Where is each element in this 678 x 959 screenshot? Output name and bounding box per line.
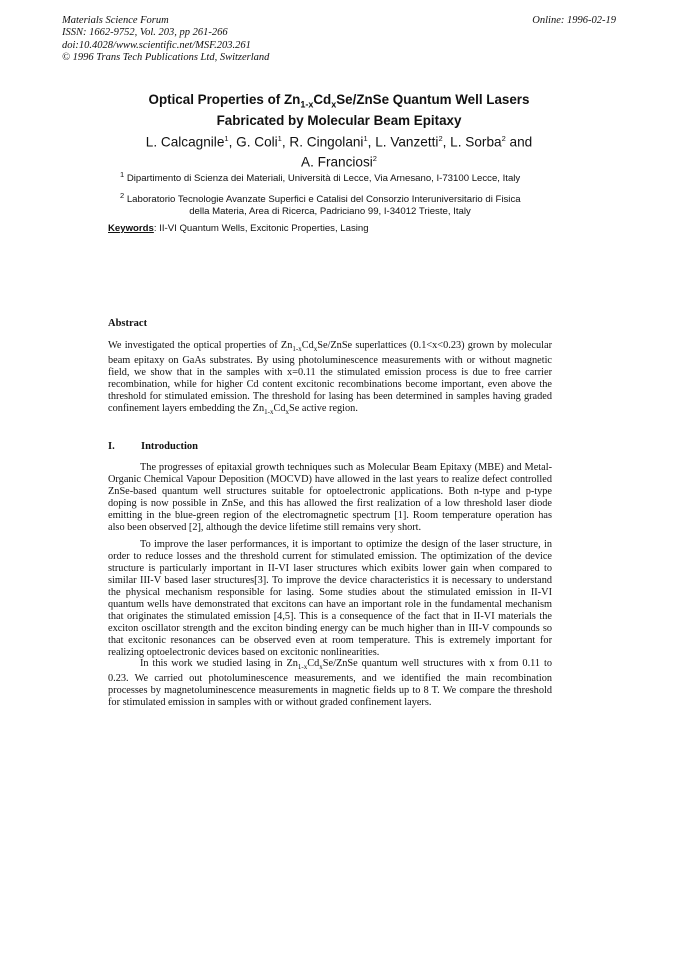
title-line-2: Fabricated by Molecular Beam Epitaxy bbox=[216, 112, 462, 128]
section-heading: Introduction bbox=[141, 441, 198, 452]
author-name: G. Coli bbox=[236, 134, 278, 150]
author-name: A. Franciosi bbox=[301, 154, 373, 170]
author-name: L. Sorba bbox=[450, 134, 502, 150]
online-date: Online: 1996-02-19 bbox=[532, 15, 616, 26]
keywords: Keywords: II-VI Quantum Wells, Excitonic Properties, Lasing bbox=[108, 223, 369, 234]
issn-line: ISSN: 1662-9752, Vol. 203, pp 261-266 bbox=[62, 27, 228, 39]
author-name: R. Cingolani bbox=[289, 134, 364, 150]
title-line-1: Optical Properties of $Zn_{1-x}Cd_xSe$/ZnSe Quantum Well Lasers bbox=[148, 92, 530, 110]
keywords-text: II-VI Quantum Wells, Excitonic Properties, Lasing bbox=[156, 223, 369, 234]
author-line-1: L. Calcagnile$^1$, G. Coli$^1$, R. Cingolani$^1$, L. Vanzetti$^2$, L. Sorba$^2$ and bbox=[145, 134, 533, 150]
keywords-label: Keywords bbox=[108, 223, 154, 234]
author-line-2: A. Franciosi$^2$ bbox=[301, 153, 377, 170]
affiliation-2: $^2$ Laboratorio Tecnologie Avanzate Superfici e Catalisi del Consorzio Interuniversitario di Fisica della Materia, Area di Ricerca, Padriciano 99, I-34012 Trieste, Italy bbox=[120, 191, 521, 218]
intro-paragraph-1: The progresses of epitaxial growth techniques such as Molecular Beam Epitaxy (MBE) and Metal-Organic Chemical Vapour Deposition (MOCVD) have allowed in the last years to realize defect controlled ZnSe-based quantum well structures suitable for optoelectronic applications. Both n-type and p-type doping is now possible in ZnSe, and this has allowed the first realization of a low threshold laser diode emitting in the blue-green region of the electromagnetic spectrum [1]. Room temperature operation has also been observed [2], although the device lifetime still remains very short. bbox=[108, 462, 552, 533]
paper-title bbox=[100, 92, 578, 129]
author-name: L. Vanzetti bbox=[375, 134, 439, 150]
doi-line: doi:10.4028/www.scientific.net/MSF.203.261 bbox=[62, 39, 251, 51]
author-list bbox=[100, 131, 578, 170]
abstract-text: We investigated the optical properties of $Zn_{1-x}Cd_xSe$/ZnSe superlattices (0.1<x<0.23) grown by molecular beam epitaxy on GaAs substrates. By using photoluminescence measurements with or without magnetic field, we show that in the samples with x=0.11 the stimulated emission process is due to free carrier recombination, while for higher Cd content excitonic recombinations become important, even above the threshold for stimulated emission. The threshold for lasing has been determined in samples having graded confinement layers embedding the $Zn_{1-x}Cd_xSe$ active region. bbox=[108, 340, 553, 417]
journal-name: Materials Science Forum bbox=[62, 15, 169, 26]
intro-paragraph-3: In this work we studied lasing in $Zn_{1-x}Cd_xSe$/ZnSe quantum well structures with x from 0.11 to 0.23. We carried out photoluminescence measurements, and we identified the main recombination processes by magnetoluminescence measurements in magnetic fields up to 8 T. We compare the threshold for stimulated emission in samples with or without graded confinement layers. bbox=[108, 658, 552, 709]
author-name: L. Calcagnile bbox=[145, 134, 225, 150]
intro-paragraph-2: To improve the laser performances, it is important to optimize the design of the laser structure, in order to reduce losses and the threshold current for stimulated emission. The optimization of the device structure is particularly important in II-VI laser structures which exibits lower gain when compared to similar III-V based laser structures[3]. To improve the device characteristics it is necessary to understand the physical mechanism responsible for lasing. Some studies about the stimulated emission in II-VI quantum wells have demonstrated that excitons can have an important role in the fundamental mechanism that originates the stimulated emission [4,5]. This is a consequence of the fact that in II-VI materials the exciton oscillator strength and the exciton binding energy can be much higher than in III-V compounds so that excitonic resonances can be observed even at room temperature. This is extremely important for realizing optoelectronic devices based on excitonic nonlinearities. bbox=[108, 539, 552, 658]
affiliation-1: $^1$ Dipartimento di Scienza dei Materiali, Università di Lecce, Via Arnesano, I-73100 Lecce, Italy bbox=[120, 170, 521, 185]
abstract-heading: Abstract bbox=[108, 318, 148, 329]
section-number: I. bbox=[108, 441, 115, 452]
copyright-line: © 1996 Trans Tech Publications Ltd, Switzerland bbox=[62, 52, 270, 64]
